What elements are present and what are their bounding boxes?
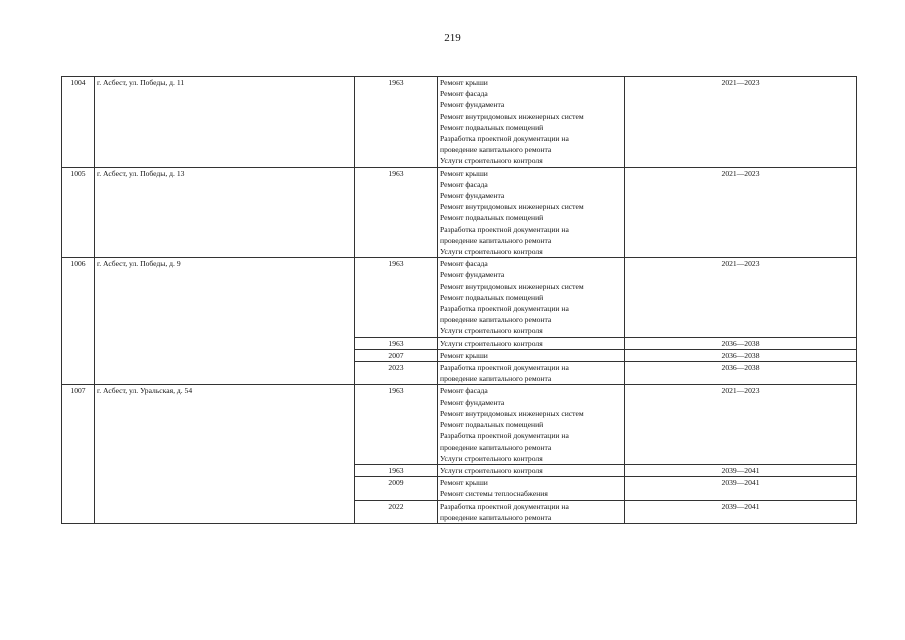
work-item: Услуги строительного контроля (440, 453, 543, 463)
year-cell: 1963 (355, 258, 438, 337)
work-item: Разработка проектной документации на (440, 224, 569, 234)
work-item: проведение капитального ремонта (440, 145, 552, 155)
year-cell: 1963 (355, 337, 438, 349)
work-item: Услуги строительного контроля (440, 247, 543, 257)
work-item: проведение капитального ремонта (440, 235, 552, 245)
works-cell (438, 258, 625, 337)
work-item: Ремонт крыши (440, 350, 488, 360)
works-cell (438, 167, 625, 258)
address-cell: г. Асбест, ул. Победы, д. 11 (95, 77, 355, 168)
work-item: проведение капитального ремонта (440, 512, 552, 522)
works-cell (438, 385, 625, 464)
work-item: проведение капитального ремонта (440, 315, 552, 325)
year-cell: 2022 (355, 500, 438, 523)
period-cell: 2039—2041 (625, 477, 857, 500)
period-cell: 2039—2041 (625, 464, 857, 476)
page-number: 219 (444, 32, 461, 44)
work-item: Ремонт внутридомовых инженерных систем (440, 202, 584, 212)
works-cell (438, 77, 625, 168)
year-cell: 1963 (355, 77, 438, 168)
works-cell (438, 362, 625, 385)
table-row (62, 385, 857, 464)
work-item: Ремонт фундамента (440, 100, 505, 110)
period-cell: 2039—2041 (625, 500, 857, 523)
work-item: Ремонт внутридомовых инженерных систем (440, 111, 584, 121)
repair-plan-table (61, 76, 857, 524)
work-item: Ремонт фасада (440, 259, 488, 269)
period-cell: 2036—2038 (625, 337, 857, 349)
work-item: Разработка проектной документации на (440, 431, 569, 441)
work-item: Разработка проектной документации на (440, 363, 569, 373)
period-cell: 2021—2023 (625, 385, 857, 464)
period-cell: 2021—2023 (625, 258, 857, 337)
work-item: Ремонт фундамента (440, 191, 505, 201)
address-cell: г. Асбест, ул. Победы, д. 13 (95, 167, 355, 258)
work-item: Ремонт внутридомовых инженерных систем (440, 281, 584, 291)
works-cell (438, 500, 625, 523)
year-cell: 2007 (355, 349, 438, 361)
work-item: проведение капитального ремонта (440, 442, 552, 452)
repair-plan-body (62, 77, 857, 524)
work-item: Ремонт подвальных помещений (440, 420, 544, 430)
work-item: Ремонт фасада (440, 179, 488, 189)
work-item: Ремонт подвальных помещений (440, 213, 544, 223)
works-cell (438, 337, 625, 349)
works-cell (438, 349, 625, 361)
address-cell: г. Асбест, ул. Победы, д. 9 (95, 258, 355, 385)
work-item: Ремонт внутридомовых инженерных систем (440, 408, 584, 418)
work-item: Ремонт фасада (440, 89, 488, 99)
house-number-cell: 1004 (62, 77, 95, 168)
table-row (62, 167, 857, 258)
year-cell: 2009 (355, 477, 438, 500)
year-cell: 2023 (355, 362, 438, 385)
period-cell: 2021—2023 (625, 77, 857, 168)
work-item: Услуги строительного контроля (440, 465, 543, 475)
period-cell: 2036—2038 (625, 362, 857, 385)
address-cell: г. Асбест, ул. Уральская, д. 54 (95, 385, 355, 523)
work-item: Услуги строительного контроля (440, 156, 543, 166)
work-item: Ремонт подвальных помещений (440, 292, 544, 302)
work-item: Ремонт фасада (440, 386, 488, 396)
work-item: Ремонт крыши (440, 168, 488, 178)
work-item: Ремонт фундамента (440, 270, 505, 280)
works-cell (438, 464, 625, 476)
work-item: Ремонт крыши (440, 478, 488, 488)
table-row (62, 77, 857, 168)
year-cell: 1963 (355, 167, 438, 258)
work-item: Разработка проектной документации на (440, 501, 569, 511)
work-item: Разработка проектной документации на (440, 134, 569, 144)
work-item: Ремонт крыши (440, 78, 488, 87)
work-item: Ремонт фундамента (440, 397, 505, 407)
year-cell: 1963 (355, 385, 438, 464)
work-item: проведение капитального ремонта (440, 374, 552, 384)
work-item: Ремонт подвальных помещений (440, 122, 544, 132)
year-cell: 1963 (355, 464, 438, 476)
table-row (62, 258, 857, 337)
period-cell: 2021—2023 (625, 167, 857, 258)
works-cell (438, 477, 625, 500)
house-number-cell: 1005 (62, 167, 95, 258)
work-item: Ремонт системы теплоснабжения (440, 489, 548, 499)
work-item: Разработка проектной документации на (440, 304, 569, 314)
period-cell: 2036—2038 (625, 349, 857, 361)
work-item: Услуги строительного контроля (440, 338, 543, 348)
house-number-cell: 1006 (62, 258, 95, 385)
house-number-cell: 1007 (62, 385, 95, 523)
work-item: Услуги строительного контроля (440, 326, 543, 336)
